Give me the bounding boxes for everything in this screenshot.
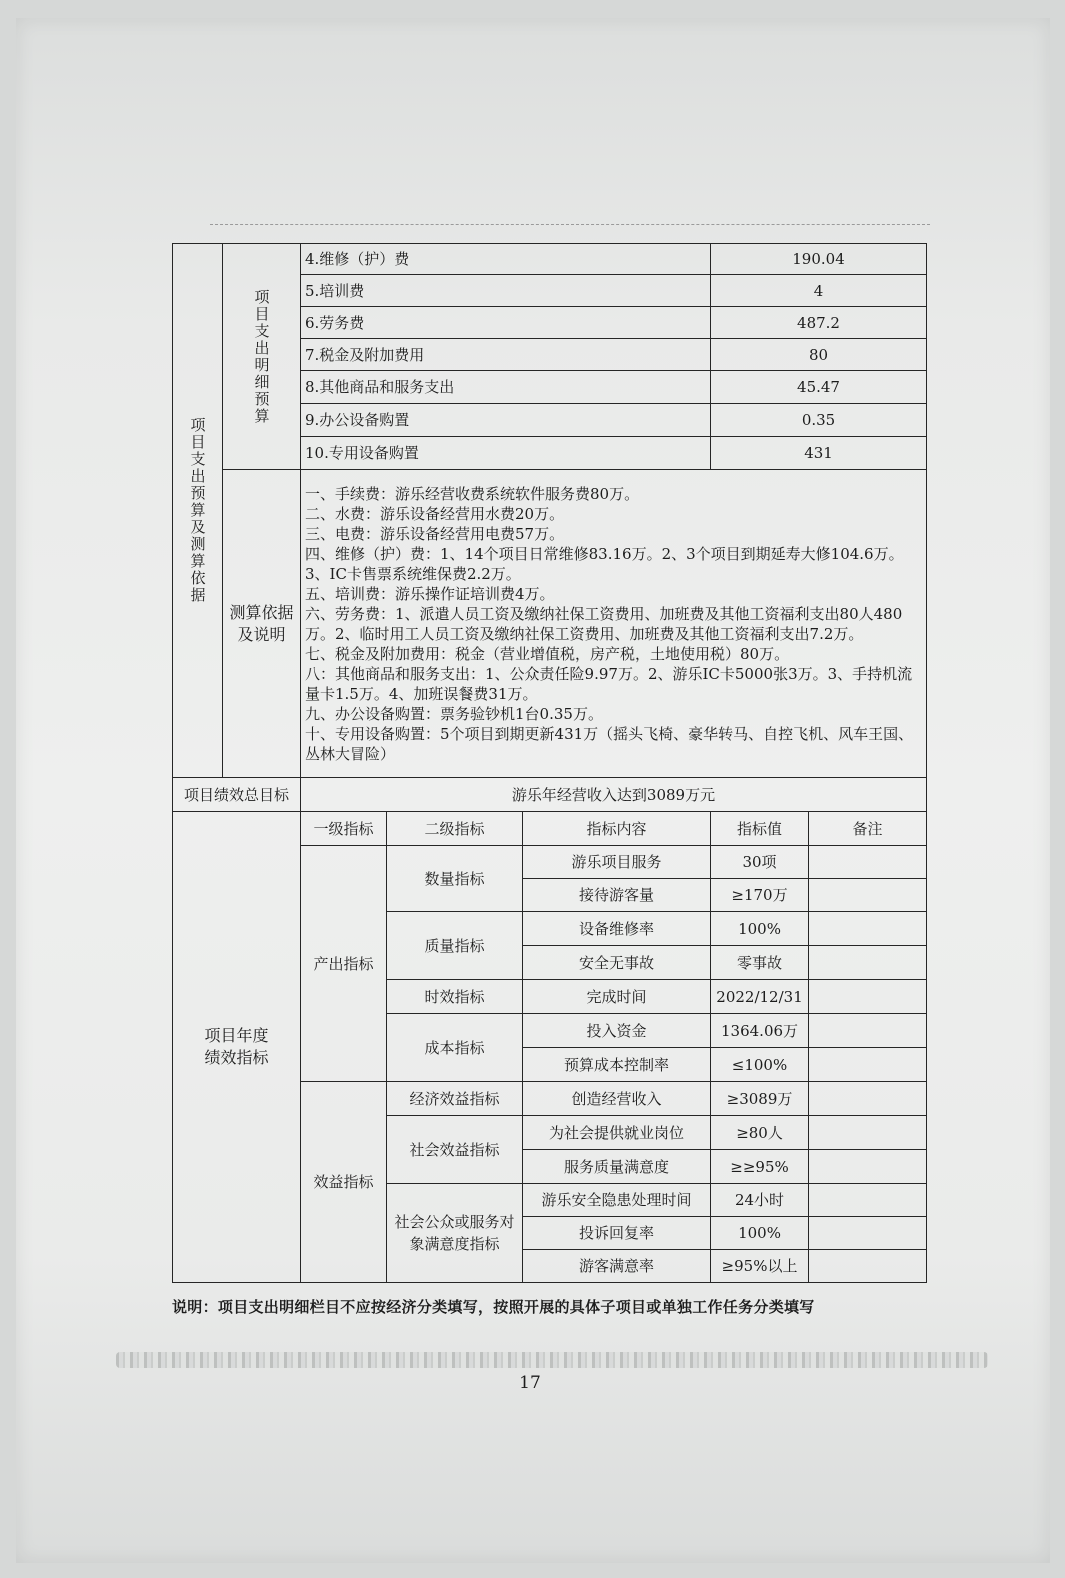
item-amount: 80 — [711, 339, 927, 371]
indicator-remark — [809, 1150, 927, 1184]
indicator-content: 完成时间 — [523, 980, 711, 1014]
indicator-content: 游乐项目服务 — [523, 846, 711, 879]
indicator-content: 投入资金 — [523, 1014, 711, 1048]
indicator-value: ≥≥95% — [711, 1150, 809, 1184]
indicator-value: ≤100% — [711, 1048, 809, 1082]
page-number: 17 — [519, 1373, 541, 1393]
header-level2: 二级指标 — [387, 812, 523, 846]
item-name: 4.维修（护）费 — [301, 244, 711, 275]
item-name: 7.税金及附加费用 — [301, 339, 711, 371]
scan-smudge — [116, 1352, 988, 1368]
item-amount: 45.47 — [711, 371, 927, 404]
indicator-value: 1364.06万 — [711, 1014, 809, 1048]
indicator-value: 零事故 — [711, 946, 809, 980]
indicator-remark — [809, 1250, 927, 1283]
basis-line: 十、专用设备购置：5个项目到期更新431万（摇头飞椅、豪华转马、自控飞机、风车王国、丛林大冒险） — [305, 724, 914, 763]
indicator-content: 安全无事故 — [523, 946, 711, 980]
basis-line: 七、税金及附加费用：税金（营业增值税，房产税，土地使用税）80万。 — [305, 644, 790, 663]
output-label: 产出指标 — [301, 846, 387, 1082]
indicator-value: 100% — [711, 1217, 809, 1250]
indicator-remark — [809, 1048, 927, 1082]
indicator-remark — [809, 912, 927, 946]
indicator-remark — [809, 1014, 927, 1048]
group-quality: 质量指标 — [387, 912, 523, 980]
basis-line: 五、培训费：游乐操作证培训费4万。 — [305, 584, 555, 603]
item-amount: 0.35 — [711, 404, 927, 437]
indicator-value: ≥170万 — [711, 879, 809, 912]
basis-line: 一、手续费：游乐经营收费系统软件服务费80万。 — [305, 484, 640, 503]
header-value: 指标值 — [711, 812, 809, 846]
goal-text: 游乐年经营收入达到3089万元 — [301, 778, 927, 812]
indicator-content: 设备维修率 — [523, 912, 711, 946]
basis-line: 四、维修（护）费：1、14个项目日常维修83.16万。2、3个项目到期延寿大修104.6万。3、IC卡售票系统维保费2.2万。 — [305, 544, 904, 583]
item-amount: 190.04 — [711, 244, 927, 275]
indicator-remark — [809, 1184, 927, 1217]
annual-label: 项目年度绩效指标 — [173, 812, 301, 1283]
basis-line: 三、电费：游乐设备经营用电费57万。 — [305, 524, 565, 543]
top-divider — [210, 224, 930, 225]
footnote: 说明：项目支出明细栏目不应按经济分类填写，按照开展的具体子项目或单独工作任务分类填写 — [172, 1298, 815, 1316]
group-cost: 成本指标 — [387, 1014, 523, 1082]
header-content: 指标内容 — [523, 812, 711, 846]
group-economic: 经济效益指标 — [387, 1082, 523, 1116]
group-satisfaction: 社会公众或服务对象满意度指标 — [387, 1184, 523, 1283]
indicator-remark — [809, 846, 927, 879]
basis-label: 测算依据及说明 — [223, 470, 301, 778]
indicator-value: ≥3089万 — [711, 1082, 809, 1116]
basis-line: 六、劳务费：1、派遣人员工资及缴纳社保工资费用、加班费及其他工资福利支出80人480万。2、临时用工人员工资及缴纳社保工资费用、加班费及其他工资福利支出7.2万。 — [305, 604, 903, 643]
basis-text — [301, 470, 927, 778]
item-amount: 4 — [711, 275, 927, 307]
basis-line: 八：其他商品和服务支出：1、公众责任险9.97万。2、游乐IC卡5000张3万。3、手持机流量卡1.5万。4、加班误餐费31万。 — [305, 664, 913, 703]
basis-line: 二、水费：游乐设备经营用水费20万。 — [305, 504, 565, 523]
indicator-value: ≥95%以上 — [711, 1250, 809, 1283]
indicator-remark — [809, 1217, 927, 1250]
indicator-content: 预算成本控制率 — [523, 1048, 711, 1082]
group-social: 社会效益指标 — [387, 1116, 523, 1184]
header-level1: 一级指标 — [301, 812, 387, 846]
group-quantity: 数量指标 — [387, 846, 523, 912]
indicator-content: 游客满意率 — [523, 1250, 711, 1283]
group-timeliness: 时效指标 — [387, 980, 523, 1014]
indicator-remark — [809, 1116, 927, 1150]
indicator-value: 30项 — [711, 846, 809, 879]
item-name: 8.其他商品和服务支出 — [301, 371, 711, 404]
budget-table — [172, 243, 927, 1283]
indicator-value: ≥80人 — [711, 1116, 809, 1150]
indicator-value: 24小时 — [711, 1184, 809, 1217]
section-label: 项目支出预算及测算依据 — [173, 244, 223, 778]
goal-label: 项目绩效总目标 — [173, 778, 301, 812]
item-name: 10.专用设备购置 — [301, 437, 711, 470]
item-amount: 487.2 — [711, 307, 927, 339]
item-amount: 431 — [711, 437, 927, 470]
benefit-label: 效益指标 — [301, 1082, 387, 1283]
indicator-remark — [809, 946, 927, 980]
indicator-value: 2022/12/31 — [711, 980, 809, 1014]
item-name: 9.办公设备购置 — [301, 404, 711, 437]
indicator-content: 投诉回复率 — [523, 1217, 711, 1250]
indicator-remark — [809, 879, 927, 912]
indicator-content: 游乐安全隐患处理时间 — [523, 1184, 711, 1217]
item-name: 6.劳务费 — [301, 307, 711, 339]
header-remark: 备注 — [809, 812, 927, 846]
indicator-content: 接待游客量 — [523, 879, 711, 912]
indicator-value: 100% — [711, 912, 809, 946]
detail-label: 项目支出明细预算 — [223, 244, 301, 470]
indicator-remark — [809, 980, 927, 1014]
basis-line: 九、办公设备购置：票务验钞机1台0.35万。 — [305, 704, 603, 723]
indicator-content: 服务质量满意度 — [523, 1150, 711, 1184]
indicator-content: 创造经营收入 — [523, 1082, 711, 1116]
indicator-content: 为社会提供就业岗位 — [523, 1116, 711, 1150]
indicator-remark — [809, 1082, 927, 1116]
item-name: 5.培训费 — [301, 275, 711, 307]
